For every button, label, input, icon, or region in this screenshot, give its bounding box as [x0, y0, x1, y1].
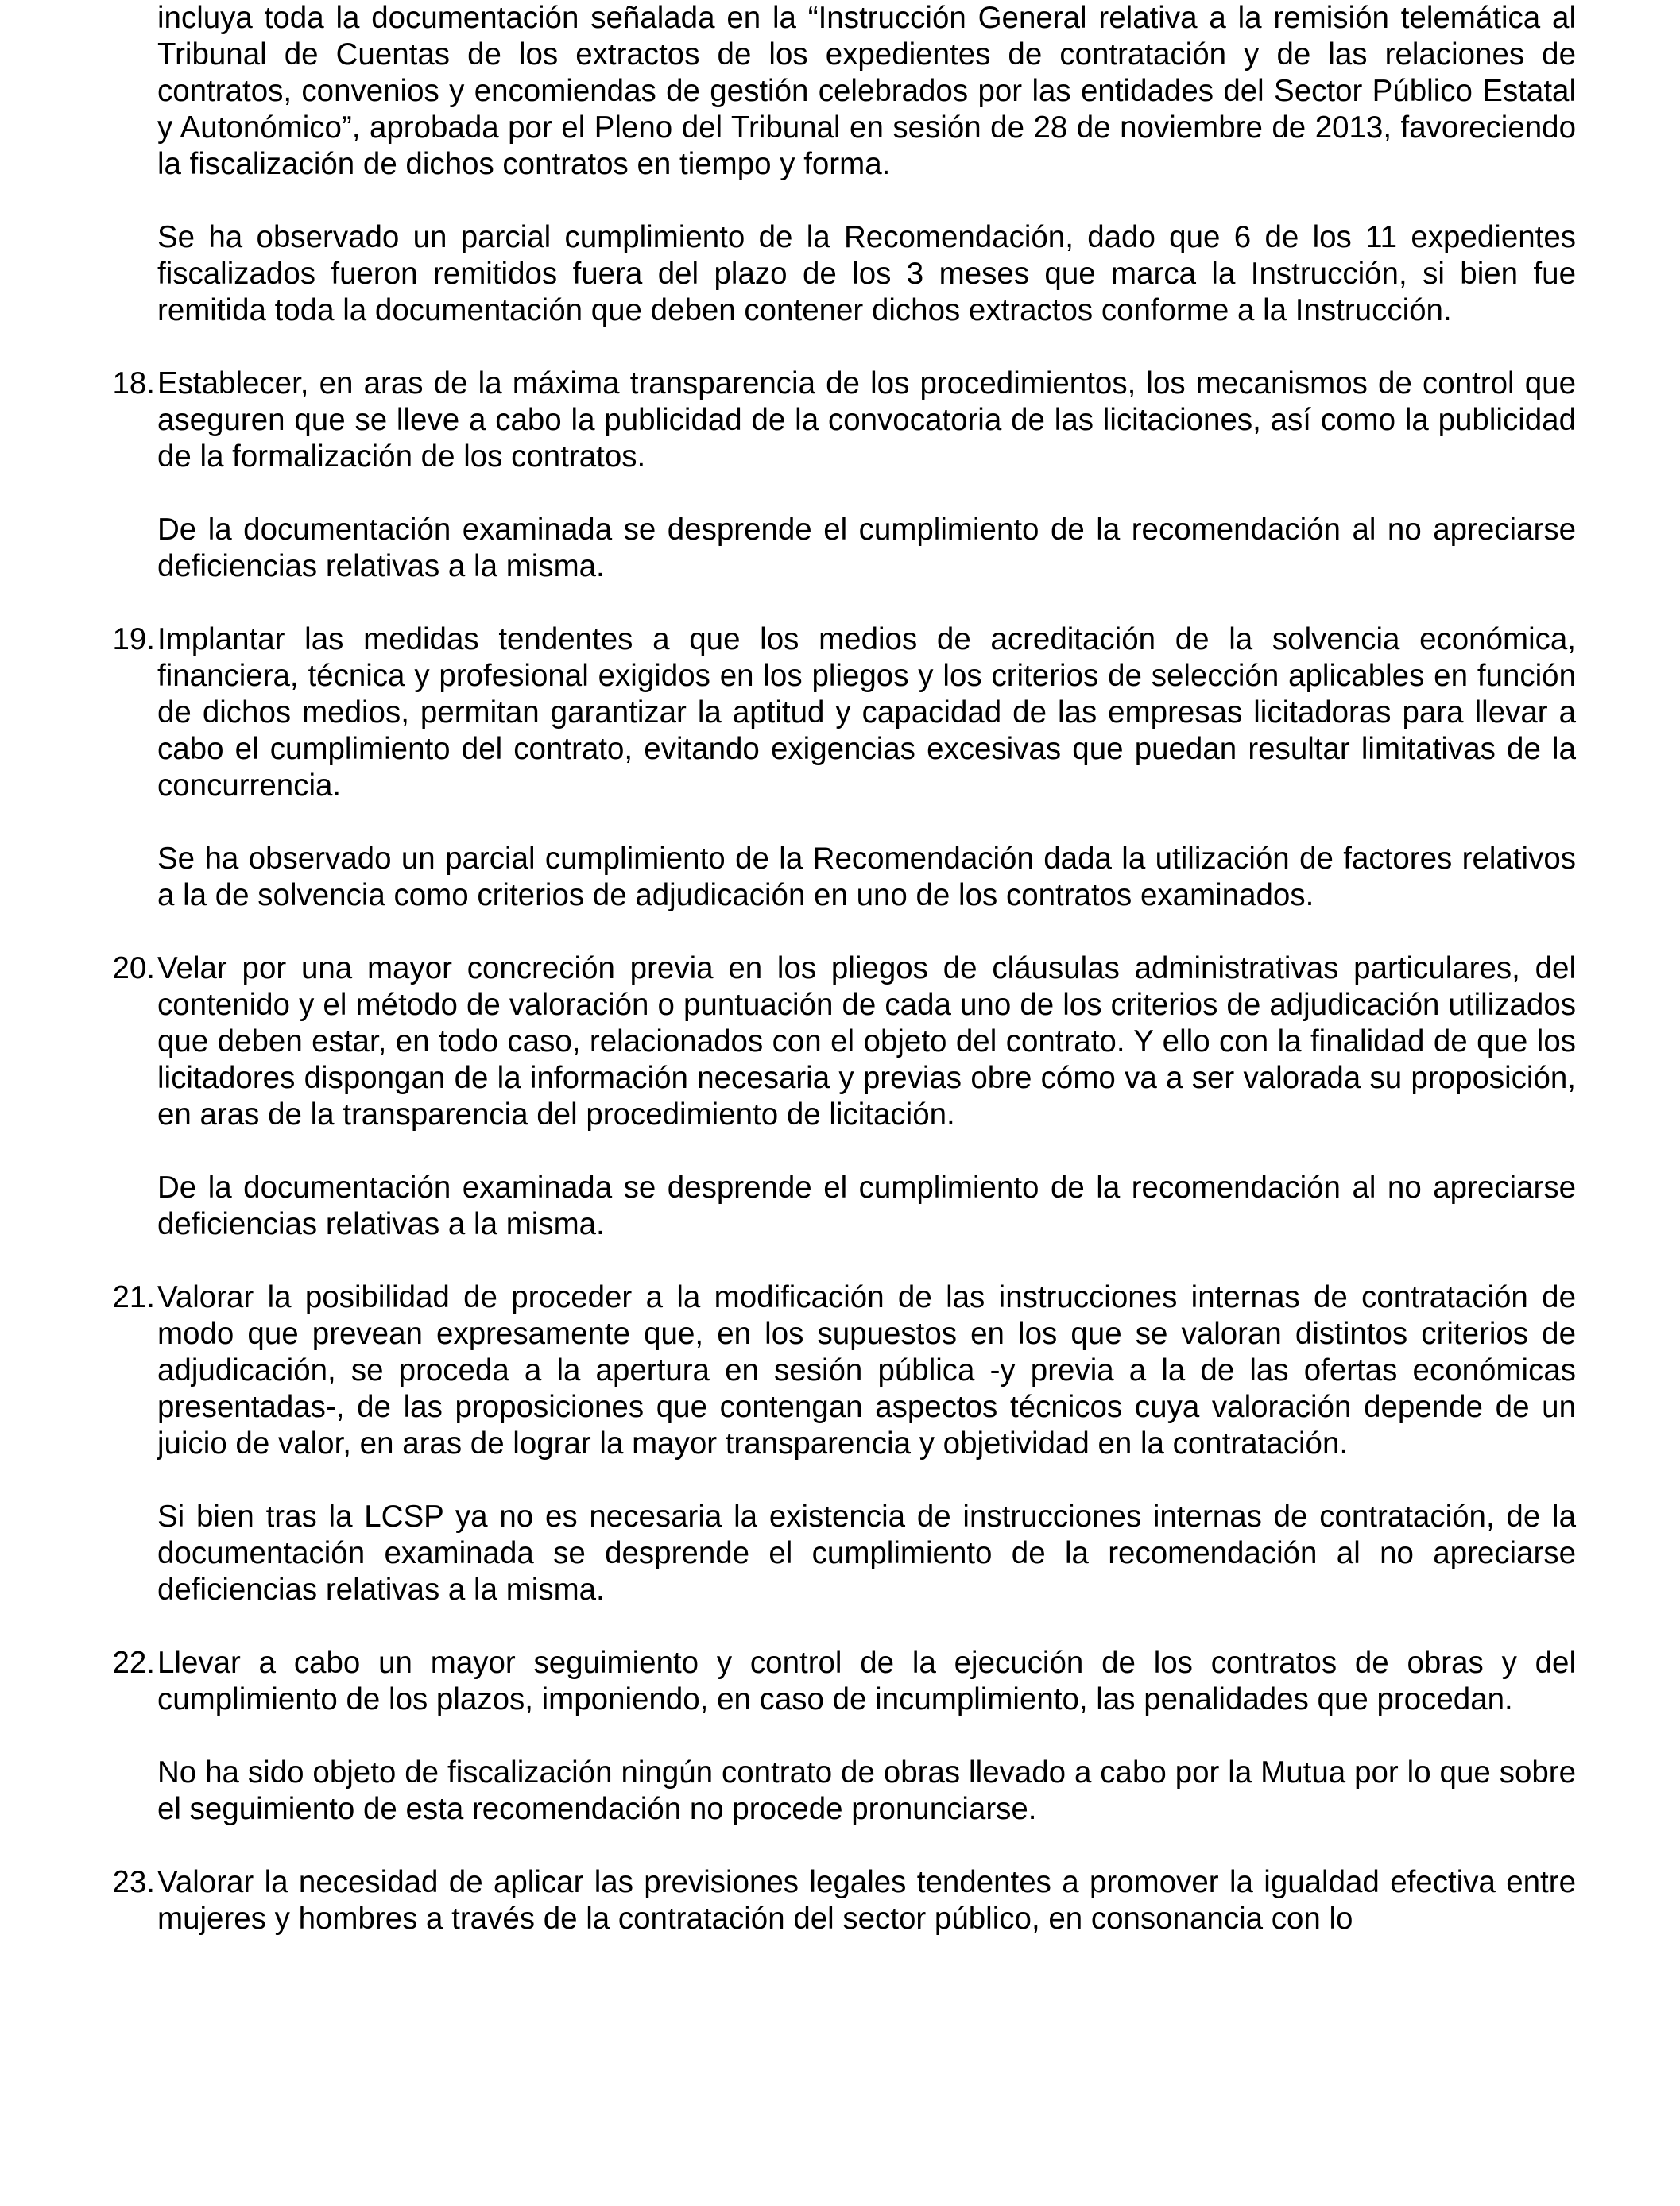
item-number: 22. [112, 1646, 155, 1680]
recommendation-21 [112, 1279, 1576, 1608]
continuation-note: Se ha observado un parcial cumplimiento de la Recomendación, dado que 6 de los 11 expedientes fiscalizados fueron remitidos fuera del plazo de los 3 meses que marca la Instrucción, si bien fue remitida toda la documentación que deben contener dichos extractos conforme a la Instrucción. [157, 220, 1576, 327]
recommendation-20 [112, 950, 1576, 1243]
assessment-text: Se ha observado un parcial cumplimiento de la Recomendación dada la utilización de factores relativos a la de solvencia como criterios de adjudicación en uno de los contratos examinados. [157, 842, 1576, 912]
assessment-text: De la documentación examinada se desprende el cumplimiento de la recomendación al no apreciarse deficiencias relativas a la misma. [157, 1171, 1576, 1241]
item-number: 18. [112, 366, 155, 401]
recommendation-text: Valorar la necesidad de aplicar las previsiones legales tendentes a promover la igualdad efectiva entre mujeres y hombres a través de la contratación del sector público, en consonancia con lo [157, 1865, 1576, 1936]
recommendation-text: Llevar a cabo un mayor seguimiento y control de la ejecución de los contratos de obras y del cumplimiento de los plazos, imponiendo, en caso de incumplimiento, las penalidades que procedan. [157, 1646, 1576, 1716]
recommendation-text: Velar por una mayor concreción previa en los pliegos de cláusulas administrativas particulares, del contenido y el método de valoración o puntuación de cada uno de los criterios de adjudicación utilizados que deben estar, en todo caso, relacionados con el objeto del contrato. Y ello con la finalidad de que los licitadores dispongan de la información necesaria y previas obre cómo va a ser valorada su proposición, en aras de la transparencia del procedimiento de licitación. [157, 951, 1576, 1132]
recommendation-23 [112, 1864, 1576, 1937]
item-number: 20. [112, 951, 155, 985]
recommendation-18 [112, 366, 1576, 585]
continuation-paragraph: incluya toda la documentación señalada en la “Instrucción General relativa a la remisión telemática al Tribunal de Cuentas de los extractos de los expedientes de contratación y de las relaciones de contratos, convenios y encomiendas de gestión celebrados por las entidades del Sector Público Estatal y Autonómico”, aprobada por el Pleno del Tribunal en sesión de 28 de noviembre de 2013, favoreciendo la fiscalización de dichos contratos en tiempo y forma. [157, 1, 1576, 181]
assessment-text: Si bien tras la LCSP ya no es necesaria la existencia de instrucciones internas de contratación, de la documentación examinada se desprende el cumplimiento de la recomendación al no apreciarse deficiencias relativas a la misma. [157, 1500, 1576, 1607]
document-body [112, 0, 1576, 1937]
item-number: 23. [112, 1865, 155, 1899]
recommendation-text: Establecer, en aras de la máxima transparencia de los procedimientos, los mecanismos de control que aseguren que se lleve a cabo la publicidad de la convocatoria de las licitaciones, así como la publicidad de la formalización de los contratos. [157, 366, 1576, 474]
recommendation-text: Implantar las medidas tendentes a que los medios de acreditación de la solvencia económica, financiera, técnica y profesional exigidos en los pliegos y los criterios de selección aplicables en función de dichos medios, permitan garantizar la aptitud y capacidad de las empresas licitadoras para llevar a cabo el cumplimiento del contrato, evitando exigencias excesivas que puedan resultar limitativas de la concurrencia. [157, 622, 1576, 803]
item-number: 21. [112, 1280, 155, 1314]
item-number: 19. [112, 622, 155, 656]
recommendation-text: Valorar la posibilidad de proceder a la modificación de las instrucciones internas de contratación de modo que prevean expresamente que, en los supuestos en los que se valoran distintos criterios de adjudicación, se proceda a la apertura en sesión pública -y previa a la de las ofertas económicas presentadas-, de las proposiciones que contengan aspectos técnicos cuya valoración depende de un juicio de valor, en aras de lograr la mayor transparencia y objetividad en la contratación. [157, 1280, 1576, 1461]
recommendation-19 [112, 621, 1576, 914]
assessment-text: De la documentación examinada se desprende el cumplimiento de la recomendación al no apreciarse deficiencias relativas a la misma. [157, 513, 1576, 583]
recommendation-22 [112, 1645, 1576, 1828]
assessment-text: No ha sido objeto de fiscalización ningún contrato de obras llevado a cabo por la Mutua por lo que sobre el seguimiento de esta recomendación no procede pronunciarse. [157, 1755, 1576, 1826]
